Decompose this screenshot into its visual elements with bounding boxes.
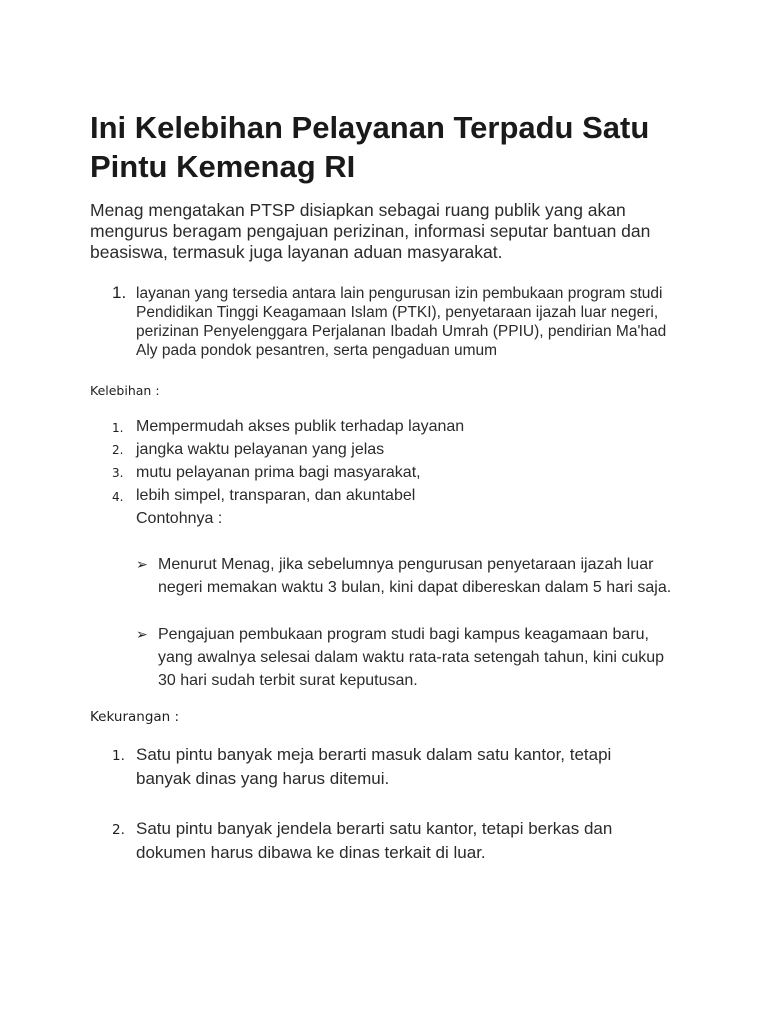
contoh-label: Contohnya :	[136, 510, 223, 527]
arrow-bullet-icon: ➢	[136, 556, 148, 572]
kelebihan-item-text: mutu pelayanan prima bagi masyarakat,	[136, 464, 421, 481]
kekurangan-item-text: Satu pintu banyak jendela berarti satu kantor, tetapi berkas dan dokumen harus dibawa ke dinas terkait di luar.	[136, 819, 613, 862]
kelebihan-item-number: 2.	[112, 443, 124, 457]
kekurangan-item-number: 1.	[112, 748, 125, 764]
example-text: Pengajuan pembukaan program studi bagi kampus keagamaan baru, yang awalnya selesai dalam waktu rata-rata setengah tahun, kini cukup 30 hari sudah terbit surat keputusan.	[158, 626, 665, 689]
kelebihan-label: Kelebihan :	[90, 383, 160, 398]
kelebihan-item-text: Mempermudah akses publik terhadap layanan	[136, 418, 465, 435]
kekurangan-item-text: Satu pintu banyak meja berarti masuk dalam satu kantor, tetapi banyak dinas yang harus ditemui.	[136, 745, 612, 788]
services-item-text: layanan yang tersedia antara lain pengurusan izin pembukaan program studi Pendidikan Tinggi Keagamaan Islam (PTKI), penyetaraan ijazah luar negeri, perizinan Penyelenggara Perjalanan Ibadah Umrah (PPIU), pendirian Ma'had Aly pada pondok pesantren, serta pengaduan umum	[136, 285, 667, 359]
services-item-number: 1.	[112, 283, 127, 302]
kekurangan-label: Kekurangan :	[90, 709, 180, 725]
arrow-bullet-icon: ➢	[136, 626, 148, 642]
kekurangan-item-number: 2.	[112, 822, 125, 838]
intro-paragraph: Menag mengatakan PTSP disiapkan sebagai ruang publik yang akan mengurus beragam pengajuan perizinan, informasi seputar bantuan dan beasiswa, termasuk juga layanan aduan masyarakat.	[90, 200, 651, 262]
kelebihan-item-text: jangka waktu pelayanan yang jelas	[136, 441, 385, 458]
example-text: Menurut Menag, jika sebelumnya pengurusan penyetaraan ijazah luar negeri memakan waktu 3 bulan, kini dapat dibereskan dalam 5 hari saja.	[158, 556, 672, 596]
kelebihan-item-number: 3.	[112, 466, 124, 480]
kelebihan-item-number: 4.	[112, 490, 124, 504]
kelebihan-item-text: lebih simpel, transparan, dan akuntabel	[136, 487, 416, 504]
kelebihan-item-number: 1.	[112, 421, 124, 435]
document-title: Ini Kelebihan Pelayanan Terpadu Satu Pintu Kemenag RI	[90, 110, 650, 184]
